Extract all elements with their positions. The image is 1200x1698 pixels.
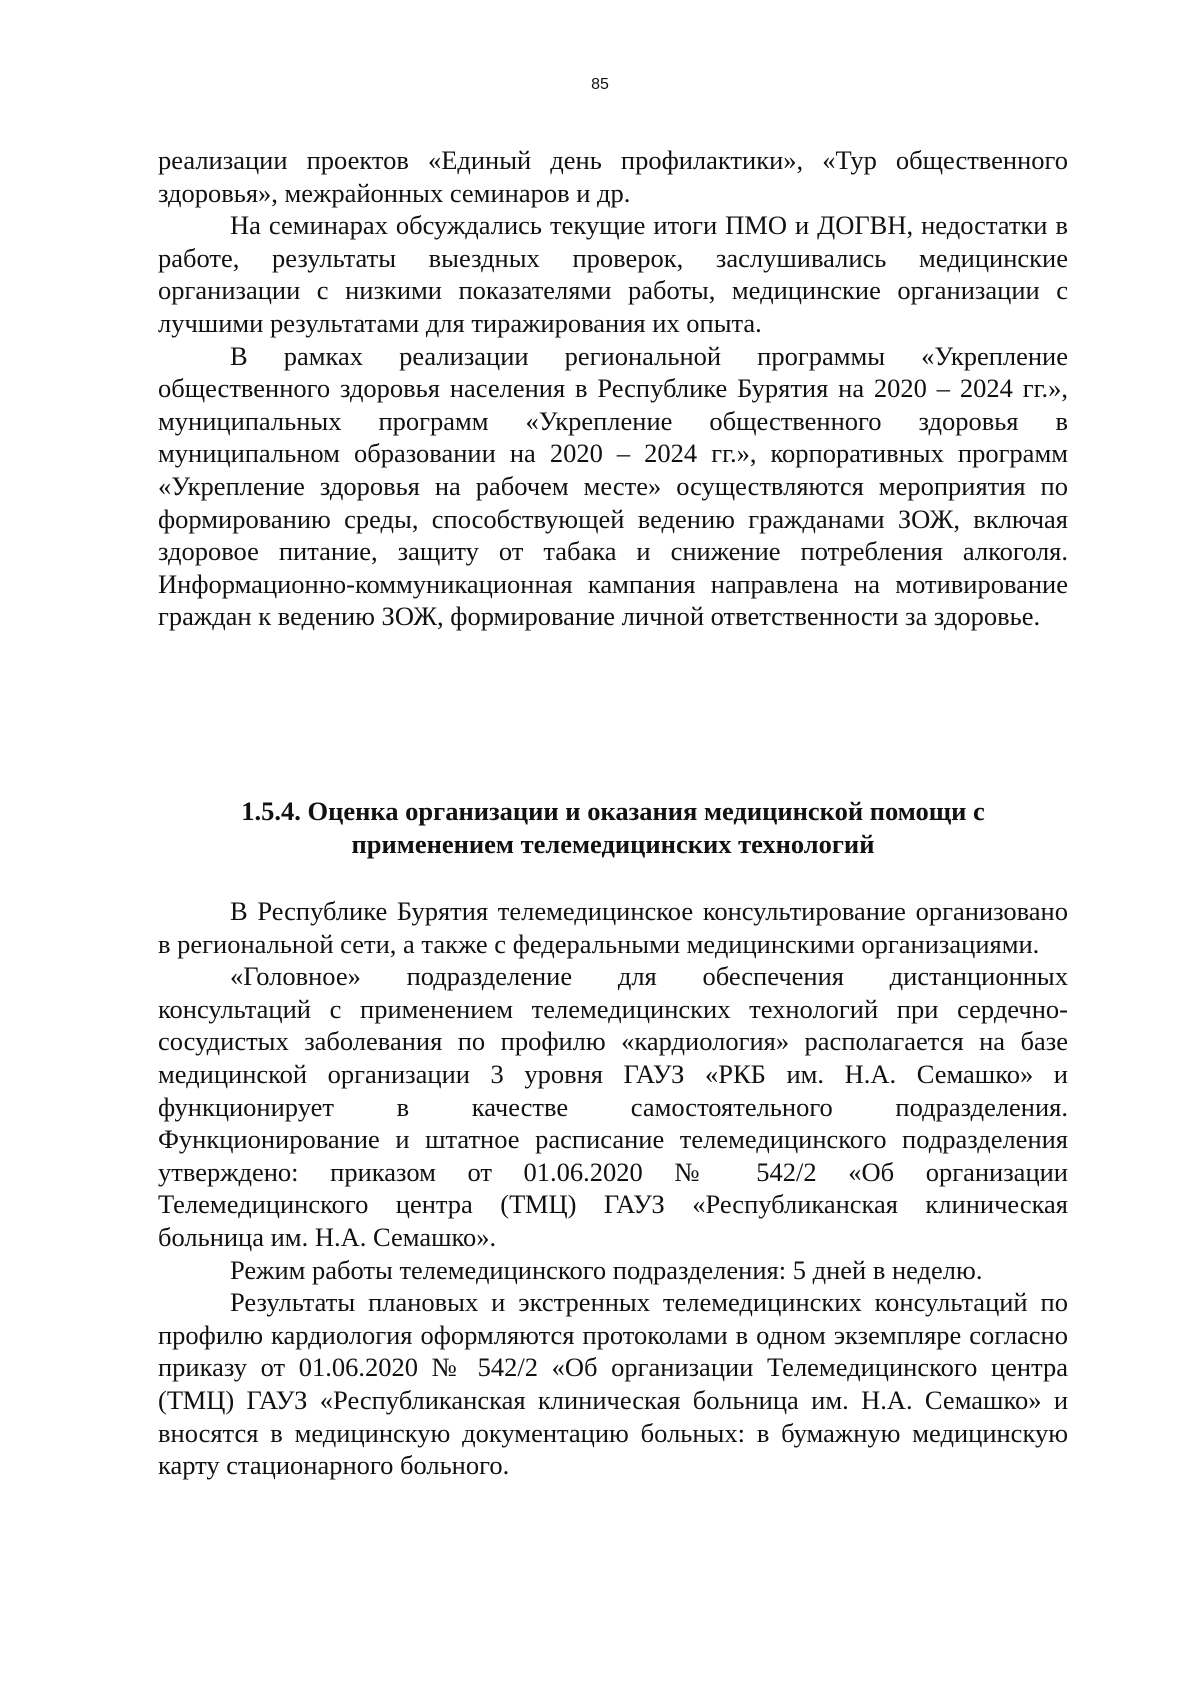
paragraph-seminars: На семинарах обсуждались текущие итоги ПМО и ДОГВН, недостатки в работе, результаты выездных проверок, заслушивались медицинские организации с низкими показателями работы, медицинские организации с лучшими результатами для тиражирования их опыта. [158,210,1068,338]
section-heading-line-2: применением телемедицинских технологий [351,829,875,859]
paragraph-head-unit: «Головное» подразделение для обеспечения дистанционных консультаций с применением телемедицинских технологий при сердечно-сосудистых заболевания по профилю «кардиология» располагается на базе медицинской организации 3 уровня ГАУЗ «РКБ им. Н.А. Семашко» и функционирует в качестве самостоятельного подразделения. Функционирование и штатное расписание телемедицинского подразделения утверждено: приказом от 01.06.2020 № 542/2 «Об организации Телемедицинского центра (ТМЦ) ГАУЗ «Республиканская клиническая больница им. Н.А. Семашко». [158,961,1068,1252]
section-heading-line-1: 1.5.4. Оценка организации и оказания медицинской помощи с [241,796,985,826]
paragraph-telemedicine-intro: В Республике Бурятия телемедицинское консультирование организовано в региональной сети, а также с федеральными медицинскими организациями. [158,896,1068,959]
section-heading [158,795,1068,861]
bottom-text-block [158,895,1068,1482]
paragraph-regional-program: В рамках реализации региональной программы «Укрепление общественного здоровья населения в Республике Бурятия на 2020 – 2024 гг.», муниципальных программ «Укрепление общественного здоровья в муниципальном образовании на 2020 – 2024 гг.», корпоративных программ «Укрепление здоровья на рабочем месте» осуществляются мероприятия по формированию среды, способствующей ведению гражданами ЗОЖ, включая здоровое питание, защиту от табака и снижение потребления алкоголя. Информационно-коммуникационная кампания направлена на мотивирование граждан к ведению ЗОЖ, формирование личной ответственности за здоровье. [158,340,1068,632]
paragraph-consultation-results: Результаты плановых и экстренных телемедицинских консультаций по профилю кардиология оформляются протоколами в одном экземпляре согласно приказу от 01.06.2020 № 542/2 «Об организации Телемедицинского центра (ТМЦ) ГАУЗ «Республиканская клиническая больница им. Н.А. Семашко» и вносятся в медицинскую документацию больных: в бумажную медицинскую карту стационарного больного. [158,1287,1068,1481]
paragraph-continuation: реализации проектов «Единый день профилактики», «Тур общественного здоровья», межрайонных семинаров и др. [158,145,1068,208]
page-number: 85 [591,76,609,93]
paragraph-work-schedule: Режим работы телемедицинского подразделения: 5 дней в неделю. [230,1254,983,1285]
top-text-block [158,144,1068,633]
